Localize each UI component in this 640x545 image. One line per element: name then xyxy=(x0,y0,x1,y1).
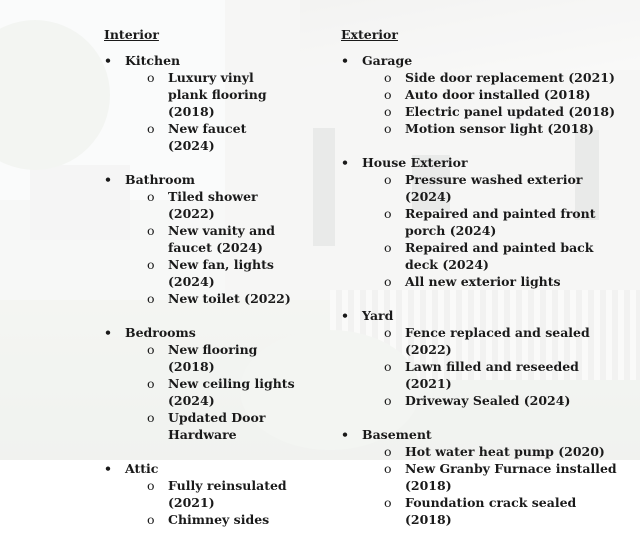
circle-bullet-icon: o xyxy=(384,121,392,136)
circle-bullet-icon: o xyxy=(384,393,392,408)
list-item: o Auto door installed (2018) xyxy=(384,87,591,102)
circle-bullet-icon: o xyxy=(384,444,392,459)
bullet-icon: • xyxy=(104,53,112,68)
list-item: o Chimney sides xyxy=(147,512,270,527)
section-title: Bathroom xyxy=(125,172,196,187)
section-title: Garage xyxy=(362,53,413,68)
section-basement xyxy=(341,426,625,528)
exterior-column xyxy=(341,26,625,545)
list-item: o Side door replacement (2021) xyxy=(384,70,615,85)
section-title: House Exterior xyxy=(362,155,468,170)
list-item: o Luxury vinyl plank flooring (2018) xyxy=(147,70,267,119)
list-item: o Driveway Sealed (2024) xyxy=(384,393,571,408)
section-title: Attic xyxy=(125,461,159,476)
section-garage xyxy=(341,52,625,137)
section-kitchen xyxy=(104,52,296,154)
bullet-icon: • xyxy=(341,427,349,442)
bullet-icon: • xyxy=(104,172,112,187)
section-attic xyxy=(104,460,296,528)
circle-bullet-icon: o xyxy=(384,359,392,374)
circle-bullet-icon: o xyxy=(147,410,155,425)
bullet-icon: • xyxy=(341,155,349,170)
list-item: o New ceiling lights (2024) xyxy=(147,376,295,408)
circle-bullet-icon: o xyxy=(147,189,155,204)
circle-bullet-icon: o xyxy=(147,70,155,85)
bullet-icon: • xyxy=(341,53,349,68)
circle-bullet-icon: o xyxy=(384,461,392,476)
circle-bullet-icon: o xyxy=(384,87,392,102)
list-item: o Tiled shower (2022) xyxy=(147,189,258,221)
circle-bullet-icon: o xyxy=(147,121,155,136)
section-yard xyxy=(341,307,625,409)
circle-bullet-icon: o xyxy=(147,291,155,306)
circle-bullet-icon: o xyxy=(147,376,155,391)
circle-bullet-icon: o xyxy=(147,257,155,272)
list-item: o New faucet (2024) xyxy=(147,121,247,153)
circle-bullet-icon: o xyxy=(384,325,392,340)
circle-bullet-icon: o xyxy=(147,342,155,357)
list-item: o Fully reinsulated (2021) xyxy=(147,478,287,510)
list-item: o Hot water heat pump (2020) xyxy=(384,444,605,459)
list-item: o Repaired and painted back deck (2024) xyxy=(384,240,594,272)
list-item: o Updated Door Hardware xyxy=(147,410,266,442)
list-item: o Pressure washed exterior (2024) xyxy=(384,172,583,204)
section-house-exterior xyxy=(341,154,625,290)
circle-bullet-icon: o xyxy=(147,478,155,493)
circle-bullet-icon: o xyxy=(147,223,155,238)
bullet-icon: • xyxy=(104,461,112,476)
list-item: o All new exterior lights xyxy=(384,274,561,289)
column-heading: Interior xyxy=(104,27,159,42)
column-heading: Exterior xyxy=(341,27,398,42)
circle-bullet-icon: o xyxy=(384,70,392,85)
list-item: o Electric panel updated (2018) xyxy=(384,104,615,119)
circle-bullet-icon: o xyxy=(384,240,392,255)
section-title: Basement xyxy=(362,427,432,442)
list-item: o New toilet (2022) xyxy=(147,291,291,306)
bullet-icon: • xyxy=(104,325,112,340)
list-item: o Fence replaced and sealed (2022) xyxy=(384,325,590,357)
list-item: o Motion sensor light (2018) xyxy=(384,121,594,136)
list-item: o New vanity and faucet (2024) xyxy=(147,223,276,255)
circle-bullet-icon: o xyxy=(384,274,392,289)
section-title: Bedrooms xyxy=(125,325,196,340)
section-title: Yard xyxy=(362,308,394,323)
list-item: o New fan, lights (2024) xyxy=(147,257,274,289)
circle-bullet-icon: o xyxy=(384,104,392,119)
section-title: Kitchen xyxy=(125,53,181,68)
circle-bullet-icon: o xyxy=(147,512,155,527)
list-item: o New Granby Furnace installed (2018) xyxy=(384,461,617,493)
list-item: o Foundation crack sealed (2018) xyxy=(384,495,577,527)
list-item: o Lawn filled and reseeded (2021) xyxy=(384,359,579,391)
section-bedrooms xyxy=(104,324,296,443)
list-item: o New flooring (2018) xyxy=(147,342,258,374)
section-bathroom xyxy=(104,171,296,307)
interior-column xyxy=(104,26,296,545)
circle-bullet-icon: o xyxy=(384,206,392,221)
bullet-icon: • xyxy=(341,308,349,323)
circle-bullet-icon: o xyxy=(384,172,392,187)
list-item: o Repaired and painted front porch (2024) xyxy=(384,206,596,238)
circle-bullet-icon: o xyxy=(384,495,392,510)
